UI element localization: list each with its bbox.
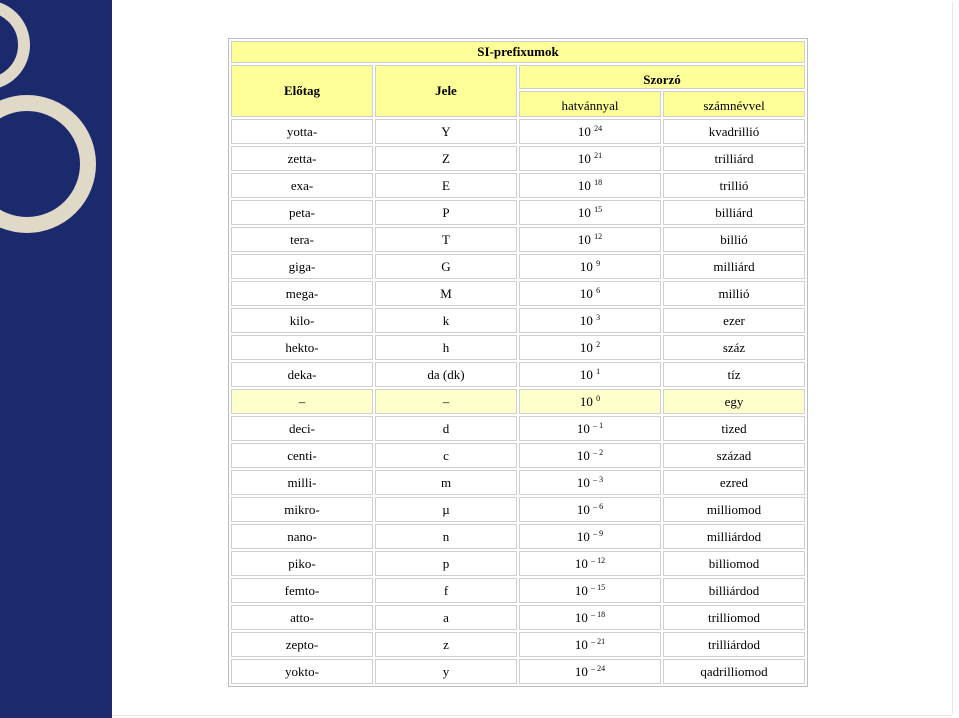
row-prefix: zetta-	[231, 146, 373, 171]
row-power	[519, 227, 661, 252]
table-row	[231, 335, 805, 360]
table-row	[231, 362, 805, 387]
table-row	[231, 281, 805, 306]
table-row	[231, 497, 805, 522]
row-prefix: nano-	[231, 524, 373, 549]
row-number-name: milliomod	[663, 497, 805, 522]
table-title: SI-prefixumok	[231, 41, 805, 63]
row-symbol: T	[375, 227, 517, 252]
row-symbol: da (dk)	[375, 362, 517, 387]
row-symbol: µ	[375, 497, 517, 522]
row-number-name: kvadrillió	[663, 119, 805, 144]
row-prefix: tera-	[231, 227, 373, 252]
header-symbol: Jele	[375, 65, 517, 117]
power-exponent: – 15	[591, 582, 606, 592]
decorative-ring-small	[0, 0, 30, 90]
row-number-name: billiomod	[663, 551, 805, 576]
power-exponent: 3	[596, 312, 601, 322]
power-base: 10	[577, 123, 591, 139]
row-prefix: mikro-	[231, 497, 373, 522]
row-prefix: atto-	[231, 605, 373, 630]
power-base: 10	[579, 285, 593, 301]
power-base: 10	[574, 663, 588, 679]
row-prefix: piko-	[231, 551, 373, 576]
row-number-name: trillió	[663, 173, 805, 198]
row-power	[519, 605, 661, 630]
row-symbol: P	[375, 200, 517, 225]
header-multiplier: Szorzó	[519, 65, 805, 89]
row-number-name: milliárd	[663, 254, 805, 279]
power-base: 10	[574, 555, 588, 571]
table-row	[231, 551, 805, 576]
table-row	[231, 632, 805, 657]
row-prefix: yokto-	[231, 659, 373, 684]
si-prefix-table	[228, 38, 808, 687]
power-base: 10	[574, 582, 588, 598]
power-base: 10	[577, 150, 591, 166]
table-row	[231, 524, 805, 549]
table-row	[231, 416, 805, 441]
row-number-name: egy	[663, 389, 805, 414]
row-power	[519, 281, 661, 306]
power-exponent: – 24	[591, 663, 606, 673]
row-prefix: mega-	[231, 281, 373, 306]
power-exponent: – 9	[593, 528, 604, 538]
power-exponent: – 1	[593, 420, 604, 430]
power-base: 10	[579, 339, 593, 355]
row-symbol: E	[375, 173, 517, 198]
table-row	[231, 470, 805, 495]
row-number-name: trilliomod	[663, 605, 805, 630]
power-exponent: 9	[596, 258, 601, 268]
row-prefix: giga-	[231, 254, 373, 279]
row-number-name: billiárd	[663, 200, 805, 225]
row-number-name: trilliárd	[663, 146, 805, 171]
table-row	[231, 173, 805, 198]
power-base: 10	[576, 528, 590, 544]
table-row	[231, 308, 805, 333]
row-number-name: billiárdod	[663, 578, 805, 603]
row-power	[519, 659, 661, 684]
power-base: 10	[577, 177, 591, 193]
row-power	[519, 146, 661, 171]
row-symbol: d	[375, 416, 517, 441]
row-prefix: deci-	[231, 416, 373, 441]
power-base: 10	[574, 636, 588, 652]
power-exponent: 18	[594, 177, 603, 187]
table-body	[231, 119, 805, 684]
row-power	[519, 632, 661, 657]
row-power	[519, 497, 661, 522]
row-number-name: billió	[663, 227, 805, 252]
row-number-name: milliárdod	[663, 524, 805, 549]
power-exponent: 1	[596, 366, 601, 376]
row-number-name: száz	[663, 335, 805, 360]
power-base: 10	[576, 474, 590, 490]
power-base: 10	[576, 447, 590, 463]
power-exponent: – 3	[593, 474, 604, 484]
table-row	[231, 605, 805, 630]
table-row	[231, 146, 805, 171]
power-exponent: 12	[594, 231, 603, 241]
row-prefix: exa-	[231, 173, 373, 198]
power-exponent: 2	[596, 339, 601, 349]
row-power	[519, 416, 661, 441]
row-symbol: M	[375, 281, 517, 306]
row-number-name: trilliárdod	[663, 632, 805, 657]
row-power	[519, 389, 661, 414]
slide-border-bottom	[112, 715, 952, 716]
table-row	[231, 254, 805, 279]
decorative-ring	[0, 95, 96, 233]
power-exponent: 24	[594, 123, 603, 133]
table-row	[231, 443, 805, 468]
power-exponent: 0	[596, 393, 601, 403]
row-power	[519, 524, 661, 549]
row-power	[519, 308, 661, 333]
row-symbol: p	[375, 551, 517, 576]
row-power	[519, 578, 661, 603]
table-row	[231, 389, 805, 414]
row-symbol: a	[375, 605, 517, 630]
row-power	[519, 443, 661, 468]
row-power	[519, 470, 661, 495]
row-power	[519, 173, 661, 198]
row-number-name: tized	[663, 416, 805, 441]
row-power	[519, 551, 661, 576]
slide-border-right	[952, 2, 953, 714]
power-exponent: – 6	[593, 501, 604, 511]
row-prefix: –	[231, 389, 373, 414]
power-base: 10	[579, 258, 593, 274]
power-exponent: – 21	[591, 636, 606, 646]
row-symbol: Y	[375, 119, 517, 144]
row-symbol: y	[375, 659, 517, 684]
power-base: 10	[576, 501, 590, 517]
row-symbol: m	[375, 470, 517, 495]
row-symbol: –	[375, 389, 517, 414]
slide-side-band	[0, 0, 112, 718]
power-exponent: 15	[594, 204, 603, 214]
table-row	[231, 119, 805, 144]
row-number-name: ezer	[663, 308, 805, 333]
power-exponent: – 12	[591, 555, 606, 565]
power-base: 10	[579, 393, 593, 409]
row-number-name: tíz	[663, 362, 805, 387]
power-exponent: 21	[594, 150, 603, 160]
row-symbol: c	[375, 443, 517, 468]
row-number-name: ezred	[663, 470, 805, 495]
row-power	[519, 335, 661, 360]
header-prefix: Előtag	[231, 65, 373, 117]
row-prefix: hekto-	[231, 335, 373, 360]
power-base: 10	[576, 420, 590, 436]
power-exponent: 6	[596, 285, 601, 295]
row-symbol: n	[375, 524, 517, 549]
row-power	[519, 254, 661, 279]
row-number-name: millió	[663, 281, 805, 306]
row-symbol: f	[375, 578, 517, 603]
row-prefix: zepto-	[231, 632, 373, 657]
table-row	[231, 659, 805, 684]
power-base: 10	[574, 609, 588, 625]
row-power	[519, 200, 661, 225]
row-number-name: század	[663, 443, 805, 468]
row-prefix: deka-	[231, 362, 373, 387]
row-power	[519, 119, 661, 144]
row-prefix: femto-	[231, 578, 373, 603]
table-row	[231, 227, 805, 252]
header-power: hatvánnyal	[519, 91, 661, 117]
row-symbol: h	[375, 335, 517, 360]
row-symbol: G	[375, 254, 517, 279]
row-prefix: yotta-	[231, 119, 373, 144]
power-base: 10	[577, 204, 591, 220]
power-exponent: – 18	[591, 609, 606, 619]
row-prefix: peta-	[231, 200, 373, 225]
table-row	[231, 578, 805, 603]
header-number-name: számnévvel	[663, 91, 805, 117]
power-base: 10	[579, 366, 593, 382]
row-prefix: centi-	[231, 443, 373, 468]
row-number-name: qadrilliomod	[663, 659, 805, 684]
row-symbol: Z	[375, 146, 517, 171]
power-base: 10	[579, 312, 593, 328]
row-power	[519, 362, 661, 387]
power-base: 10	[577, 231, 591, 247]
power-exponent: – 2	[593, 447, 604, 457]
row-prefix: kilo-	[231, 308, 373, 333]
row-prefix: milli-	[231, 470, 373, 495]
row-symbol: z	[375, 632, 517, 657]
row-symbol: k	[375, 308, 517, 333]
table-row	[231, 200, 805, 225]
